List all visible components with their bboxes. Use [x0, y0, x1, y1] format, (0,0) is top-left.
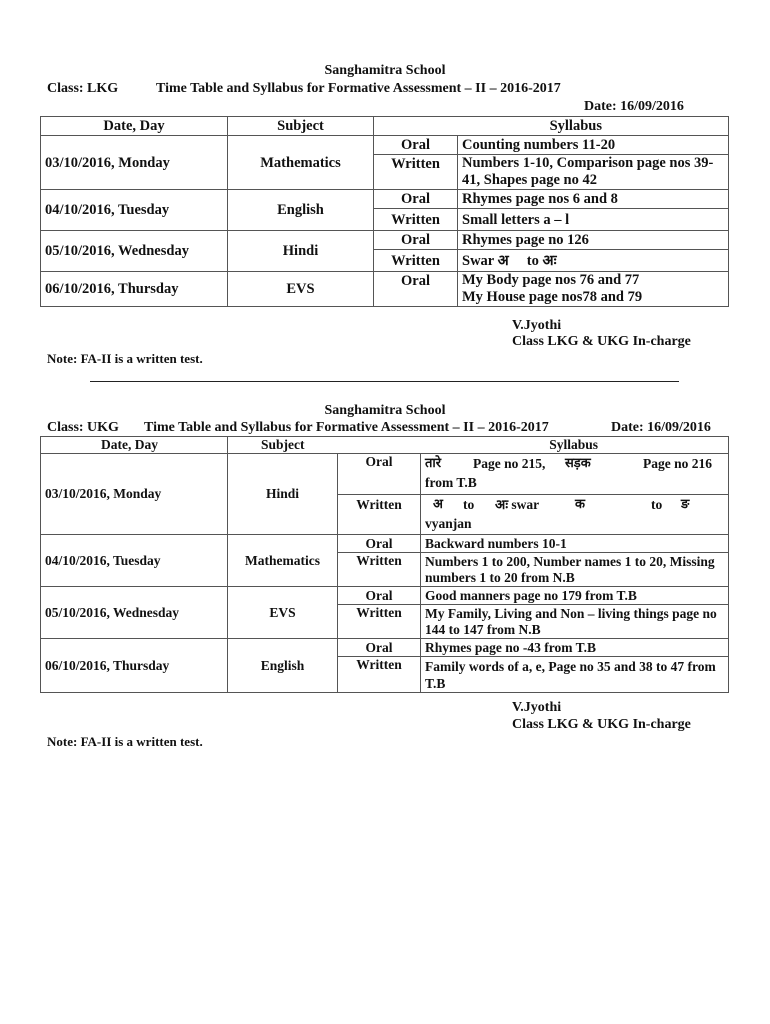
lkg-oral-line-2: My House page nos78 and 79 — [462, 289, 643, 305]
ukg-header-subject: Subject — [228, 437, 338, 454]
lkg-oral-label: Oral — [374, 136, 458, 155]
ukg-signature-role: Class LKG & UKG In-charge — [512, 717, 691, 732]
lkg-row-date: 03/10/2016, Monday — [41, 136, 228, 190]
ukg-row-subject: English — [228, 639, 338, 693]
ukg-hindi-word-tare: तारे — [425, 456, 442, 471]
lkg-oral-syllabus: Rhymes page no 126 — [458, 231, 729, 250]
ukg-row-subject: Mathematics — [228, 535, 338, 587]
ukg-hindi-page-215: Page no 215, — [473, 456, 546, 471]
lkg-written-label: Written — [374, 209, 458, 231]
lkg-title: Time Table and Syllabus for Formative Assessment – II – 2016-2017 — [156, 81, 561, 96]
ukg-header-row — [41, 437, 729, 454]
ukg-hindi-from-tb: from T.B — [425, 475, 477, 490]
lkg-written-label: Written — [374, 250, 458, 272]
lkg-date: Date: 16/09/2016 — [584, 99, 684, 114]
lkg-written-syllabus: Small letters a – l — [458, 209, 729, 231]
ukg-swar-end: अः swar — [495, 497, 540, 512]
ukg-vyanjan-label: vyanjan — [425, 516, 472, 531]
ukg-written-syllabus: My Family, Living and Non – living things page no 144 to 147 from N.B — [421, 605, 729, 639]
ukg-date: Date: 16/09/2016 — [611, 420, 711, 435]
ukg-oral-syllabus: Good manners page no 179 from T.B — [421, 587, 729, 605]
lkg-written-label: Written — [374, 155, 458, 190]
lkg-oral-syllabus — [458, 272, 729, 307]
ukg-swar-to: to — [463, 497, 475, 512]
ukg-oral-syllabus: Rhymes page no -43 from T.B — [421, 639, 729, 657]
ukg-hindi-page-216: Page no 216 — [643, 456, 712, 471]
ukg-oral-label: Oral — [338, 454, 421, 495]
lkg-oral-label: Oral — [374, 190, 458, 209]
lkg-note: Note: FA-II is a written test. — [47, 351, 203, 366]
ukg-row-date: 06/10/2016, Thursday — [41, 639, 228, 693]
lkg-timetable — [40, 116, 729, 307]
lkg-class-label: Class: LKG — [47, 81, 119, 96]
ukg-vyanjan-start: क — [575, 497, 585, 512]
ukg-signature-name: V.Jyothi — [512, 700, 562, 715]
lkg-signature-role: Class LKG & UKG In-charge — [512, 334, 691, 349]
lkg-row-date: 04/10/2016, Tuesday — [41, 190, 228, 231]
ukg-written-label: Written — [338, 605, 421, 639]
ukg-hindi-word-sadak: सड़क — [565, 456, 591, 471]
ukg-oral-label: Oral — [338, 535, 421, 553]
lkg-row-subject: EVS — [228, 272, 374, 307]
ukg-school-name: Sanghamitra School — [324, 403, 446, 418]
ukg-swar-start: अ — [433, 497, 443, 512]
lkg-row-subject: Mathematics — [228, 136, 374, 190]
lkg-header-date: Date, Day — [41, 117, 228, 136]
section-divider — [90, 381, 679, 382]
ukg-written-syllabus: Numbers 1 to 200, Number names 1 to 20, Missing numbers 1 to 20 from N.B — [421, 553, 729, 587]
ukg-written-label: Written — [338, 495, 421, 535]
lkg-oral-syllabus: Counting numbers 11-20 — [458, 136, 729, 155]
lkg-signature-name: V.Jyothi — [512, 318, 562, 333]
ukg-row-subject: Hindi — [228, 454, 338, 535]
lkg-row-date: 06/10/2016, Thursday — [41, 272, 228, 307]
lkg-header-row — [41, 117, 729, 136]
lkg-school-name: Sanghamitra School — [324, 63, 446, 78]
ukg-oral-label: Oral — [338, 587, 421, 605]
ukg-written-label: Written — [338, 553, 421, 587]
lkg-row — [41, 231, 729, 250]
lkg-row — [41, 190, 729, 209]
ukg-vyanjan-to: to — [651, 497, 663, 512]
ukg-title: Time Table and Syllabus for Formative Assessment – II – 2016-2017 — [144, 420, 549, 435]
ukg-written-syllabus: Family words of a, e, Page no 35 and 38 to 47 from T.B — [421, 657, 729, 693]
ukg-written-syllabus — [421, 495, 729, 535]
ukg-written-label: Written — [338, 657, 421, 693]
lkg-header-syllabus: Syllabus — [374, 117, 729, 136]
ukg-oral-label: Oral — [338, 639, 421, 657]
lkg-row-subject: Hindi — [228, 231, 374, 272]
ukg-note: Note: FA-II is a written test. — [47, 734, 203, 749]
ukg-oral-syllabus — [421, 454, 729, 495]
ukg-timetable — [40, 436, 729, 693]
ukg-row — [41, 535, 729, 553]
lkg-written-syllabus: Numbers 1-10, Comparison page nos 39-41, Shapes page no 42 — [458, 155, 729, 190]
lkg-oral-syllabus: Rhymes page nos 6 and 8 — [458, 190, 729, 209]
lkg-written-syllabus: Swar अ to अः — [458, 250, 729, 272]
ukg-row-subject: EVS — [228, 587, 338, 639]
lkg-header-subject: Subject — [228, 117, 374, 136]
ukg-row — [41, 639, 729, 657]
lkg-oral-line-1: My Body page nos 76 and 77 — [462, 272, 640, 288]
ukg-row-date: 05/10/2016, Wednesday — [41, 587, 228, 639]
ukg-class-label: Class: UKG — [47, 420, 119, 435]
lkg-row-date: 05/10/2016, Wednesday — [41, 231, 228, 272]
lkg-oral-label: Oral — [374, 272, 458, 307]
ukg-header-syllabus: Syllabus — [338, 437, 729, 454]
lkg-oral-label: Oral — [374, 231, 458, 250]
ukg-header-date: Date, Day — [41, 437, 228, 454]
ukg-row-date: 04/10/2016, Tuesday — [41, 535, 228, 587]
ukg-row-date: 03/10/2016, Monday — [41, 454, 228, 535]
ukg-oral-syllabus: Backward numbers 10-1 — [421, 535, 729, 553]
ukg-vyanjan-end: ङ — [681, 497, 690, 512]
lkg-row-subject: English — [228, 190, 374, 231]
lkg-row — [41, 272, 729, 307]
ukg-row — [41, 454, 729, 495]
ukg-row — [41, 587, 729, 605]
lkg-row — [41, 136, 729, 155]
